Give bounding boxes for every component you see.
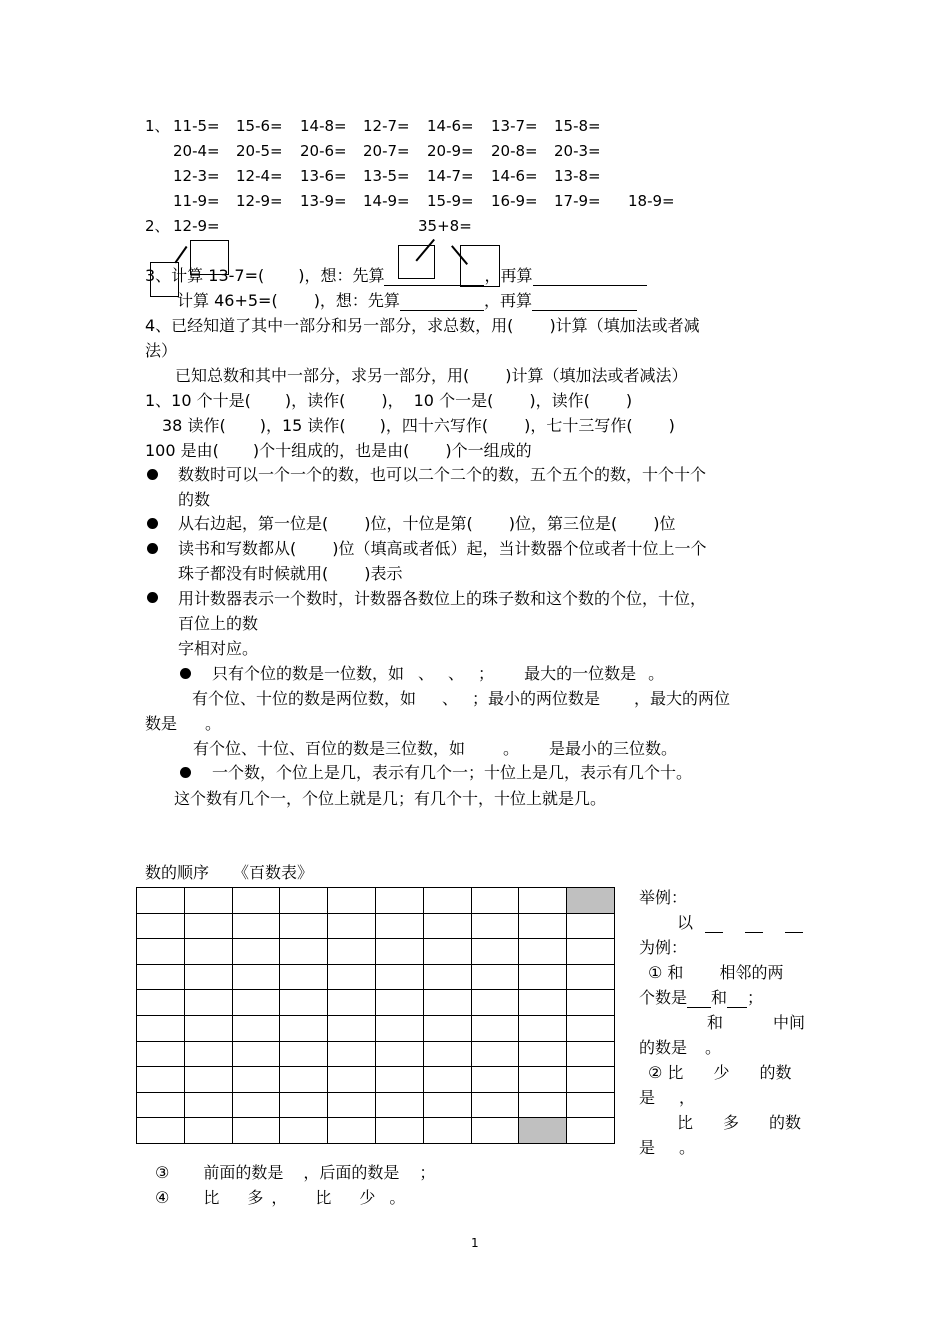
side-text — [648, 963, 783, 983]
equation: 12-9= — [173, 217, 220, 235]
bullet-text: 字相对应。 — [178, 639, 259, 658]
equation: 12-3= — [173, 167, 220, 185]
text: 、 — [418, 664, 435, 683]
bullet-icon — [180, 668, 191, 679]
bullet-text — [178, 514, 676, 534]
grid-cell[interactable] — [328, 1118, 376, 1144]
side-text — [639, 1038, 721, 1058]
grid-cell[interactable] — [471, 1015, 519, 1041]
equation: 14-6= — [427, 117, 474, 135]
grid-cell[interactable] — [137, 1015, 185, 1041]
text: )，想：先算 — [313, 291, 400, 310]
section-4-line-1 — [145, 316, 700, 336]
equation: 12-7= — [363, 117, 410, 135]
equation: 13-5= — [363, 167, 410, 185]
grid-row — [137, 964, 615, 990]
grid-cell[interactable] — [328, 913, 376, 939]
equation: 13-8= — [554, 167, 601, 185]
text: 是 — [639, 1138, 656, 1157]
grid-row — [137, 1092, 615, 1118]
grid-cell[interactable] — [519, 1067, 567, 1093]
blank[interactable] — [532, 294, 637, 311]
grid-cell[interactable] — [137, 1067, 185, 1093]
equation: 20-6= — [300, 142, 347, 160]
grid-cell[interactable] — [567, 888, 615, 914]
equation: 20-9= — [427, 142, 474, 160]
equation: 14-9= — [363, 192, 410, 210]
text: 前面的数是 — [203, 1163, 284, 1182]
side-text — [707, 1013, 805, 1033]
blank[interactable] — [384, 269, 484, 286]
grid-cell[interactable] — [328, 964, 376, 990]
page-number: 1 — [471, 1236, 479, 1250]
text: 是最小的三位数。 — [549, 739, 678, 758]
grid-cell[interactable] — [567, 1092, 615, 1118]
bullet-icon — [147, 543, 158, 554]
text: 少 — [359, 1188, 376, 1207]
text: 。 — [679, 1138, 696, 1157]
grid-cell[interactable] — [375, 939, 423, 965]
bullet-text — [145, 714, 221, 734]
grid-cell[interactable] — [232, 1015, 280, 1041]
text: 从右边起，第一位是( — [178, 514, 329, 533]
text: 比 — [315, 1188, 332, 1207]
text: 10 个一是( — [413, 391, 494, 410]
numbers-line-1 — [145, 391, 632, 411]
text: ) — [668, 416, 675, 435]
text: 读书和写数都从( — [178, 539, 297, 558]
grid-cell[interactable] — [184, 1092, 232, 1118]
section-4-line-2 — [175, 366, 688, 386]
numbers-line-2 — [162, 416, 675, 436]
blank[interactable] — [727, 991, 747, 1008]
text: )，四十六写作( — [379, 416, 489, 435]
grid-cell[interactable] — [423, 964, 471, 990]
grid-cell[interactable] — [232, 1118, 280, 1144]
text: 的数 — [769, 1113, 802, 1132]
blank[interactable] — [705, 916, 723, 933]
text: 计算 46+5=( — [177, 291, 278, 310]
text: 。 — [705, 1038, 722, 1057]
bullet-icon — [180, 767, 191, 778]
grid-row — [137, 1067, 615, 1093]
grid-cell[interactable] — [423, 1015, 471, 1041]
grid-row — [137, 888, 615, 914]
text: ，再算 — [484, 266, 533, 285]
blank[interactable] — [400, 294, 484, 311]
grid-cell[interactable] — [184, 1015, 232, 1041]
text: 是 — [639, 1088, 656, 1107]
text: ，再算 — [483, 291, 532, 310]
split-line — [174, 246, 187, 263]
text: 的数是 — [639, 1038, 688, 1057]
grid-cell[interactable] — [137, 1092, 185, 1118]
grid-cell[interactable] — [137, 888, 185, 914]
bullet-text: 这个数有几个一，个位上就是几；有几个十，十位上就是几。 — [174, 789, 607, 808]
grid-cell[interactable] — [280, 964, 328, 990]
bullet-text — [193, 739, 677, 759]
grid-cell[interactable] — [184, 939, 232, 965]
equation: 13-9= — [300, 192, 347, 210]
bullet-text: 的数 — [178, 490, 211, 509]
grid-cell[interactable] — [567, 1041, 615, 1067]
text: 、 — [448, 664, 465, 683]
grid-cell[interactable] — [423, 913, 471, 939]
text: ；最小的两位数是 — [472, 689, 601, 708]
text: 1、10 个十是( — [145, 391, 251, 410]
text: 比 — [677, 1113, 694, 1132]
grid-cell[interactable] — [137, 1041, 185, 1067]
text: 38 读作( — [162, 416, 226, 435]
text: 比 — [203, 1188, 220, 1207]
grid-cell[interactable] — [137, 1118, 185, 1144]
grid-row — [137, 1118, 615, 1144]
grid-cell[interactable] — [184, 1041, 232, 1067]
grid-cell[interactable] — [232, 913, 280, 939]
equation: 17-9= — [554, 192, 601, 210]
side-text — [639, 1138, 695, 1158]
text: 中间 — [773, 1013, 806, 1032]
grid-cell[interactable] — [280, 939, 328, 965]
side-text — [639, 1088, 695, 1108]
grid-cell[interactable] — [280, 1041, 328, 1067]
equation: 20-3= — [554, 142, 601, 160]
text: 珠子都没有时候就用( — [178, 564, 329, 583]
grid-cell[interactable] — [567, 1067, 615, 1093]
text: 《百数表》 — [233, 863, 314, 882]
grid-cell[interactable] — [375, 1041, 423, 1067]
grid-cell[interactable] — [184, 1067, 232, 1093]
numbers-line-3 — [145, 441, 532, 461]
text: ； — [419, 1163, 436, 1182]
grid-cell[interactable] — [423, 1092, 471, 1118]
grid-cell[interactable] — [471, 990, 519, 1016]
text: 已知总数和其中一部分，求另一部分，用( — [175, 366, 470, 385]
text: )个十组成的，也是由( — [252, 441, 410, 460]
grid-cell[interactable] — [280, 990, 328, 1016]
equation: 13-7= — [491, 117, 538, 135]
grid-row — [137, 1041, 615, 1067]
text: 只有个位的数是一位数，如 — [212, 664, 405, 683]
text: )，15 读作( — [259, 416, 346, 435]
text: ； — [478, 664, 495, 683]
equation: 13-6= — [300, 167, 347, 185]
text: )， — [381, 391, 404, 410]
grid-cell[interactable] — [519, 939, 567, 965]
bullet-icon — [147, 518, 158, 529]
grid-cell[interactable] — [375, 1092, 423, 1118]
text: ， — [271, 1188, 288, 1207]
grid-cell[interactable] — [184, 888, 232, 914]
grid-cell[interactable] — [280, 1015, 328, 1041]
text: 。 — [648, 664, 665, 683]
bullet-text: 百位上的数 — [178, 614, 259, 633]
text: 有个位、十位、百位的数是三位数，如 — [193, 739, 466, 758]
grid-cell[interactable] — [471, 939, 519, 965]
bullet-text: 一个数，个位上是几，表示有几个一；十位上是几，表示有几个十。 — [212, 763, 693, 782]
text: )计算（填加法或者减法） — [505, 366, 688, 385]
text: 数是 — [145, 714, 178, 733]
grid-cell[interactable] — [328, 1015, 376, 1041]
grid-cell[interactable] — [519, 913, 567, 939]
grid-cell[interactable] — [184, 990, 232, 1016]
grid-cell[interactable] — [232, 964, 280, 990]
text: )位 — [653, 514, 676, 533]
side-text: 为例： — [639, 938, 688, 957]
grid-cell[interactable] — [567, 939, 615, 965]
grid-cell[interactable] — [328, 1092, 376, 1118]
text: 有个位、十位的数是两位数，如 — [192, 689, 417, 708]
text: ， — [679, 1088, 696, 1107]
grid-row — [137, 1015, 615, 1041]
grid-cell[interactable] — [567, 1015, 615, 1041]
blank[interactable] — [687, 991, 711, 1008]
grid-cell[interactable] — [280, 1092, 328, 1118]
grid-row — [137, 913, 615, 939]
text: )，读作( — [284, 391, 346, 410]
grid-cell[interactable] — [423, 939, 471, 965]
grid-cell[interactable] — [328, 1067, 376, 1093]
grid-cell[interactable] — [375, 913, 423, 939]
bullet-icon — [147, 469, 158, 480]
hundred-chart-grid — [136, 887, 615, 1144]
text: 多 — [723, 1113, 740, 1132]
side-text — [648, 1063, 791, 1083]
equation: 18-9= — [628, 192, 675, 210]
grid-cell[interactable] — [519, 1015, 567, 1041]
text: ) — [625, 391, 633, 410]
grid-cell[interactable] — [423, 1118, 471, 1144]
bullet-text: 用计数器表示一个数时，计数器各数位上的珠子数和这个数的个位，十位， — [178, 589, 707, 608]
bottom-line-4 — [155, 1188, 405, 1208]
text: 、 — [442, 689, 459, 708]
grid-cell[interactable] — [137, 990, 185, 1016]
text: 。 — [503, 739, 520, 758]
grid-cell[interactable] — [328, 990, 376, 1016]
grid-row — [137, 939, 615, 965]
grid-cell[interactable] — [328, 1041, 376, 1067]
grid-cell[interactable] — [232, 888, 280, 914]
blank[interactable] — [745, 916, 763, 933]
grid-cell[interactable] — [519, 964, 567, 990]
equation: 20-8= — [491, 142, 538, 160]
equation: 15-6= — [236, 117, 283, 135]
grid-cell[interactable] — [137, 939, 185, 965]
grid-cell[interactable] — [137, 913, 185, 939]
equation: 35+8= — [418, 217, 472, 235]
bottom-line-3 — [155, 1163, 435, 1183]
section-4-line-1-cont: 法） — [145, 341, 178, 360]
grid-cell[interactable] — [375, 1015, 423, 1041]
text: 数的顺序 — [145, 863, 210, 882]
grid-cell[interactable] — [280, 913, 328, 939]
grid-cell[interactable] — [375, 964, 423, 990]
text: 少 — [713, 1063, 730, 1082]
text: 100 是由( — [145, 441, 219, 460]
bullet-icon — [147, 592, 158, 603]
grid-cell[interactable] — [232, 1067, 280, 1093]
blank[interactable] — [533, 269, 647, 286]
grid-cell[interactable] — [184, 1118, 232, 1144]
grid-cell[interactable] — [280, 888, 328, 914]
text: ② 比 — [648, 1063, 684, 1082]
text: 3、计算 13-7=( — [145, 266, 265, 285]
grid-cell[interactable] — [471, 1118, 519, 1144]
grid-cell[interactable] — [184, 913, 232, 939]
grid-cell[interactable] — [423, 990, 471, 1016]
equation: 20-4= — [173, 142, 220, 160]
grid-cell[interactable] — [567, 1118, 615, 1144]
grid-cell[interactable] — [519, 888, 567, 914]
text: ① 和 — [648, 963, 684, 982]
text: ④ — [155, 1188, 170, 1207]
bullet-text — [192, 689, 730, 709]
text: )个一组成的 — [445, 441, 532, 460]
text: )位，十位是第( — [364, 514, 473, 533]
grid-cell[interactable] — [184, 964, 232, 990]
section-3-line-2 — [177, 291, 637, 311]
side-text — [639, 988, 763, 1008]
equation: 20-5= — [236, 142, 283, 160]
grid-cell[interactable] — [471, 888, 519, 914]
grid-cell[interactable] — [519, 1118, 567, 1144]
grid-cell[interactable] — [471, 964, 519, 990]
equation: 20-7= — [363, 142, 410, 160]
grid-cell[interactable] — [328, 939, 376, 965]
blank[interactable] — [785, 916, 803, 933]
text: ，后面的数是 — [303, 1163, 400, 1182]
grid-row — [137, 990, 615, 1016]
grid-cell[interactable] — [471, 1092, 519, 1118]
equation: 11-9= — [173, 192, 220, 210]
text: 。 — [205, 714, 222, 733]
text: )表示 — [364, 564, 403, 583]
side-text: 举例： — [639, 888, 688, 907]
equation: 14-6= — [491, 167, 538, 185]
equation: 11-5= — [173, 117, 220, 135]
grid-cell[interactable] — [328, 888, 376, 914]
equation: 12-9= — [236, 192, 283, 210]
grid-cell[interactable] — [471, 913, 519, 939]
text: )，读作( — [529, 391, 590, 410]
grid-cell[interactable] — [519, 990, 567, 1016]
grid-cell[interactable] — [232, 1041, 280, 1067]
equation: 12-4= — [236, 167, 283, 185]
section-1-prefix: 1、 — [145, 117, 170, 135]
grid-cell[interactable] — [471, 1041, 519, 1067]
grid-cell[interactable] — [519, 1092, 567, 1118]
text: 。 — [389, 1188, 406, 1207]
text: 多 — [247, 1188, 264, 1207]
grid-cell[interactable] — [232, 1092, 280, 1118]
text: ③ — [155, 1163, 170, 1182]
grid-cell[interactable] — [375, 990, 423, 1016]
grid-cell[interactable] — [567, 990, 615, 1016]
equation: 15-9= — [427, 192, 474, 210]
text: 和 — [707, 1013, 724, 1032]
grid-cell[interactable] — [423, 1041, 471, 1067]
grid-cell[interactable] — [280, 1118, 328, 1144]
grid-cell[interactable] — [137, 964, 185, 990]
grid-cell[interactable] — [519, 1041, 567, 1067]
section-3-line-1 — [145, 266, 647, 286]
grid-cell[interactable] — [423, 1067, 471, 1093]
equation: 16-9= — [491, 192, 538, 210]
grid-cell[interactable] — [375, 1067, 423, 1093]
grid-cell[interactable] — [567, 964, 615, 990]
bullet-text — [178, 539, 707, 559]
text: )计算（填加法或者减 — [549, 316, 700, 335]
equation: 15-8= — [554, 117, 601, 135]
equation: 14-7= — [427, 167, 474, 185]
section-2-prefix: 2、 — [145, 217, 170, 235]
grid-cell[interactable] — [471, 1067, 519, 1093]
text: ； — [747, 988, 764, 1007]
bullet-text — [178, 564, 403, 584]
hundred-chart-title — [145, 863, 313, 883]
text: )位（填高或者低）起，当计数器个位或者十位上一个 — [332, 539, 707, 558]
grid-cell[interactable] — [375, 1118, 423, 1144]
text: )，想：先算 — [298, 266, 385, 285]
grid-cell[interactable] — [375, 888, 423, 914]
side-text — [677, 913, 803, 933]
equation: 14-8= — [300, 117, 347, 135]
text: 的数 — [759, 1063, 792, 1082]
text: )，七十三写作( — [524, 416, 633, 435]
grid-cell[interactable] — [280, 1067, 328, 1093]
text: 个数是 — [639, 988, 688, 1007]
text: 和 — [711, 988, 728, 1007]
grid-cell[interactable] — [232, 939, 280, 965]
text: )位，第三位是( — [508, 514, 618, 533]
text: 相邻的两 — [719, 963, 784, 982]
grid-cell[interactable] — [232, 990, 280, 1016]
text: 4、已经知道了其中一部分和另一部分，求总数，用( — [145, 316, 514, 335]
bullet-text — [212, 664, 664, 684]
bullet-text: 数数时可以一个一个的数，也可以二个二个的数，五个五个的数，十个十个 — [178, 465, 707, 484]
grid-cell[interactable] — [423, 888, 471, 914]
text: 最大的一位数是 — [524, 664, 637, 683]
side-text — [677, 1113, 801, 1133]
text: ，最大的两位 — [634, 689, 731, 708]
text: 以 — [677, 913, 694, 932]
grid-cell[interactable] — [567, 913, 615, 939]
